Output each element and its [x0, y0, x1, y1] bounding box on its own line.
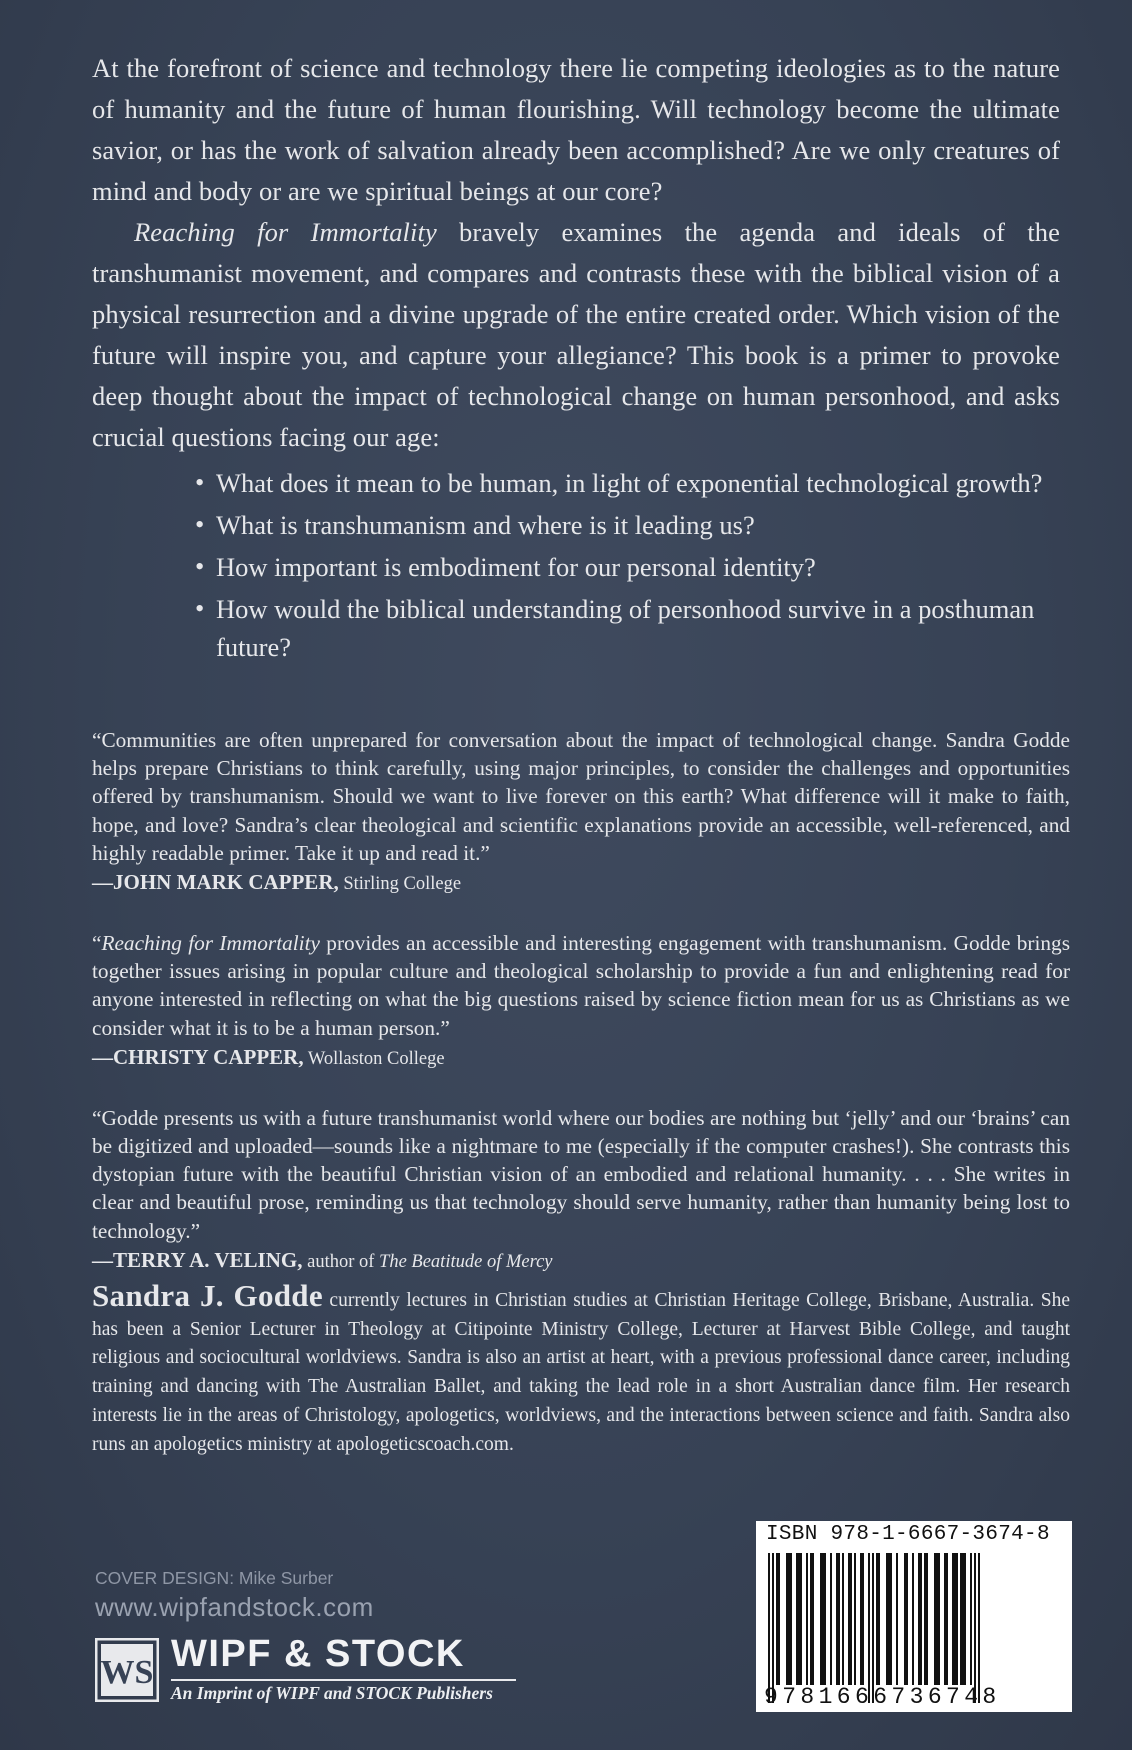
barcode-bar: [924, 1553, 928, 1685]
barcode-bar: [854, 1553, 856, 1685]
blurb: [92, 48, 1060, 670]
publisher-website: www.wipfandstock.com: [95, 1592, 374, 1622]
author-bio: [92, 1278, 1070, 1459]
barcode-bar: [886, 1553, 892, 1685]
endorser-work: The Beatitude of Mercy: [379, 1251, 553, 1272]
barcode-bar: [904, 1553, 908, 1685]
endorser-name: —TERRY A. VELING,: [92, 1247, 303, 1272]
quote-open-mark: “: [92, 931, 102, 956]
author-name: Sandra J. Godde: [92, 1278, 323, 1313]
endorser-name: —CHRISTY CAPPER,: [92, 1044, 304, 1069]
endorsement-quote: [92, 929, 1070, 1042]
isbn-barcode: [756, 1521, 1072, 1712]
question-item: [195, 506, 1055, 544]
barcode-bar: [918, 1553, 922, 1685]
question-text: How important is embodiment for our personal identity?: [216, 552, 816, 582]
book-title-italic: Reaching for Immortality: [134, 217, 437, 247]
blurb-paragraph-2-text: bravely examines the agenda and ideals of the transhumanist movement, and compares and contrasts these with the biblical vision of a physical resurrection and a divine upgrade of the entire created order. Which vision of the future will inspire you, and capture your allegiance? This book is a primer to provoke deep thought about the impact of technological change on human personhood, and asks crucial questions facing our age:: [92, 217, 1060, 452]
question-text: What does it mean to be human, in light of exponential technological growth?: [216, 468, 1043, 498]
barcode-bar: [786, 1553, 792, 1685]
barcode-bar: [848, 1553, 852, 1685]
barcode-bar: [970, 1553, 972, 1685]
endorsement-attribution: [92, 1245, 1070, 1277]
book-title-italic: Reaching for Immortality: [101, 931, 320, 956]
question-text: How would the biblical understanding of personhood survive in a posthuman future?: [216, 594, 1035, 662]
publisher-imprint: [95, 1633, 535, 1706]
question-item: [195, 590, 1055, 666]
author-bio-text: currently lectures in Christian studies at Christian Heritage College, Brisbane, Australia. She has been a Senior Lecturer in Theology at Citipointe Ministry College, Lecturer at Harvest Bible College, and taught religious and sociocultural worldviews. Sandra is also an artist at heart, with a previous professional dance career, including training and dancing with The Australian Ballet, and taking the lead role in a short Australian dance film. Her research interests lie in the areas of Christology, apologetics, worldviews, and the interactions between science and faith. Sandra also runs an apologetics ministry at apologeticscoach.com.: [92, 1290, 1070, 1455]
publisher-divider: [171, 1679, 516, 1681]
endorser-name: —JOHN MARK CAPPER,: [92, 870, 339, 895]
question-item: [195, 464, 1055, 502]
endorser-affiliation: Stirling College: [338, 874, 462, 895]
endorsements: [92, 726, 1070, 1307]
barcode-bar: [876, 1553, 880, 1685]
barcode-bar: [868, 1553, 870, 1703]
endorsement-quote-text: provides an accessible and interesting engagement with transhumanism. Godde brings together issues arising in popular culture and theological scholarship to provide a fun and enlightening read for anyone interested in reflecting on what the big questions raised by science fiction mean for us as Christians as we consider what it is to be a human person.”: [92, 931, 1070, 1040]
isbn-label: ISBN 978-1-6667-3674-8: [766, 1523, 1050, 1546]
question-list: [92, 464, 1055, 666]
bullet-icon: •: [195, 551, 205, 581]
endorsement-attribution: [92, 1042, 1070, 1074]
endorser-affiliation: Wollaston College: [303, 1048, 445, 1069]
endorser-affiliation: author of: [302, 1251, 380, 1272]
ws-logo-text: WS: [100, 1654, 154, 1691]
endorsement-attribution: [92, 867, 1070, 899]
barcode-bar: [796, 1553, 802, 1685]
barcode-bar: [952, 1553, 958, 1685]
barcode-bar: [978, 1553, 980, 1703]
barcode-bar: [872, 1553, 874, 1703]
publisher-subtitle: An Imprint of WIPF and STOCK Publishers: [171, 1683, 493, 1703]
ws-logo-icon: [95, 1638, 159, 1702]
bullet-icon: •: [195, 509, 205, 539]
blurb-paragraph-1: At the forefront of science and technology there lie competing ideologies as to the nature of humanity and the future of human flourishing. Will technology become the ultimate savior, or has the work of salvation already been accomplished? Are we only creatures of mind and body or are we spiritual beings at our core?: [92, 53, 1060, 206]
publisher-name: WIPF & STOCK: [171, 1633, 465, 1675]
bullet-icon: •: [195, 467, 205, 497]
barcode-bar: [944, 1553, 948, 1685]
barcode-bar: [776, 1553, 780, 1685]
cover-design-credit: COVER DESIGN: Mike Surber: [95, 1568, 334, 1588]
ean-digits: 9781666736748: [764, 1684, 1001, 1710]
barcode-bar: [860, 1553, 864, 1685]
bullet-icon: •: [195, 593, 205, 623]
blurb-paragraph-2: [92, 212, 1060, 458]
barcode-bars-icon: [764, 1553, 1064, 1703]
endorsement-quote: “Godde presents us with a future transhumanist world where our bodies are nothing but ‘jelly’ and our ‘brains’ can be digitized and uploaded—sounds like a nightmare to me (especially if the computer crashes!). She contrasts this dystopian future with the beautiful Christian vision of an embodied and relational humanity. . . . She writes in clear and beautiful prose, reminding us that technology should serve humanity, rather than humanity being lost to technology.”: [92, 1105, 1070, 1243]
barcode-bar: [934, 1553, 940, 1685]
barcode-bar: [836, 1553, 840, 1685]
barcode-bar: [772, 1553, 774, 1703]
barcode-bar: [820, 1553, 826, 1685]
barcode-bar: [974, 1553, 976, 1703]
question-item: [195, 548, 1055, 586]
question-text: What is transhumanism and where is it leading us?: [216, 510, 755, 540]
barcode-bar: [842, 1553, 844, 1685]
barcode-bar: [810, 1553, 814, 1685]
barcode-bar: [960, 1553, 966, 1685]
barcode-bar: [806, 1553, 808, 1685]
endorsement-quote: “Communities are often unprepared for conversation about the impact of technological change. Sandra Godde helps prepare Christians to think carefully, using major principles, to consider the challenges and opportunities offered by transhumanism. Should we want to live forever on this earth? What difference will it make to faith, hope, and love? Sandra’s clear theological and scientific explanations provide an accessible, well-referenced, and highly readable primer. Take it up and read it.”: [92, 728, 1070, 865]
barcode-bar: [912, 1553, 914, 1685]
barcode-bar: [896, 1553, 898, 1685]
barcode-bar: [768, 1553, 770, 1703]
barcode-bar: [830, 1553, 832, 1685]
